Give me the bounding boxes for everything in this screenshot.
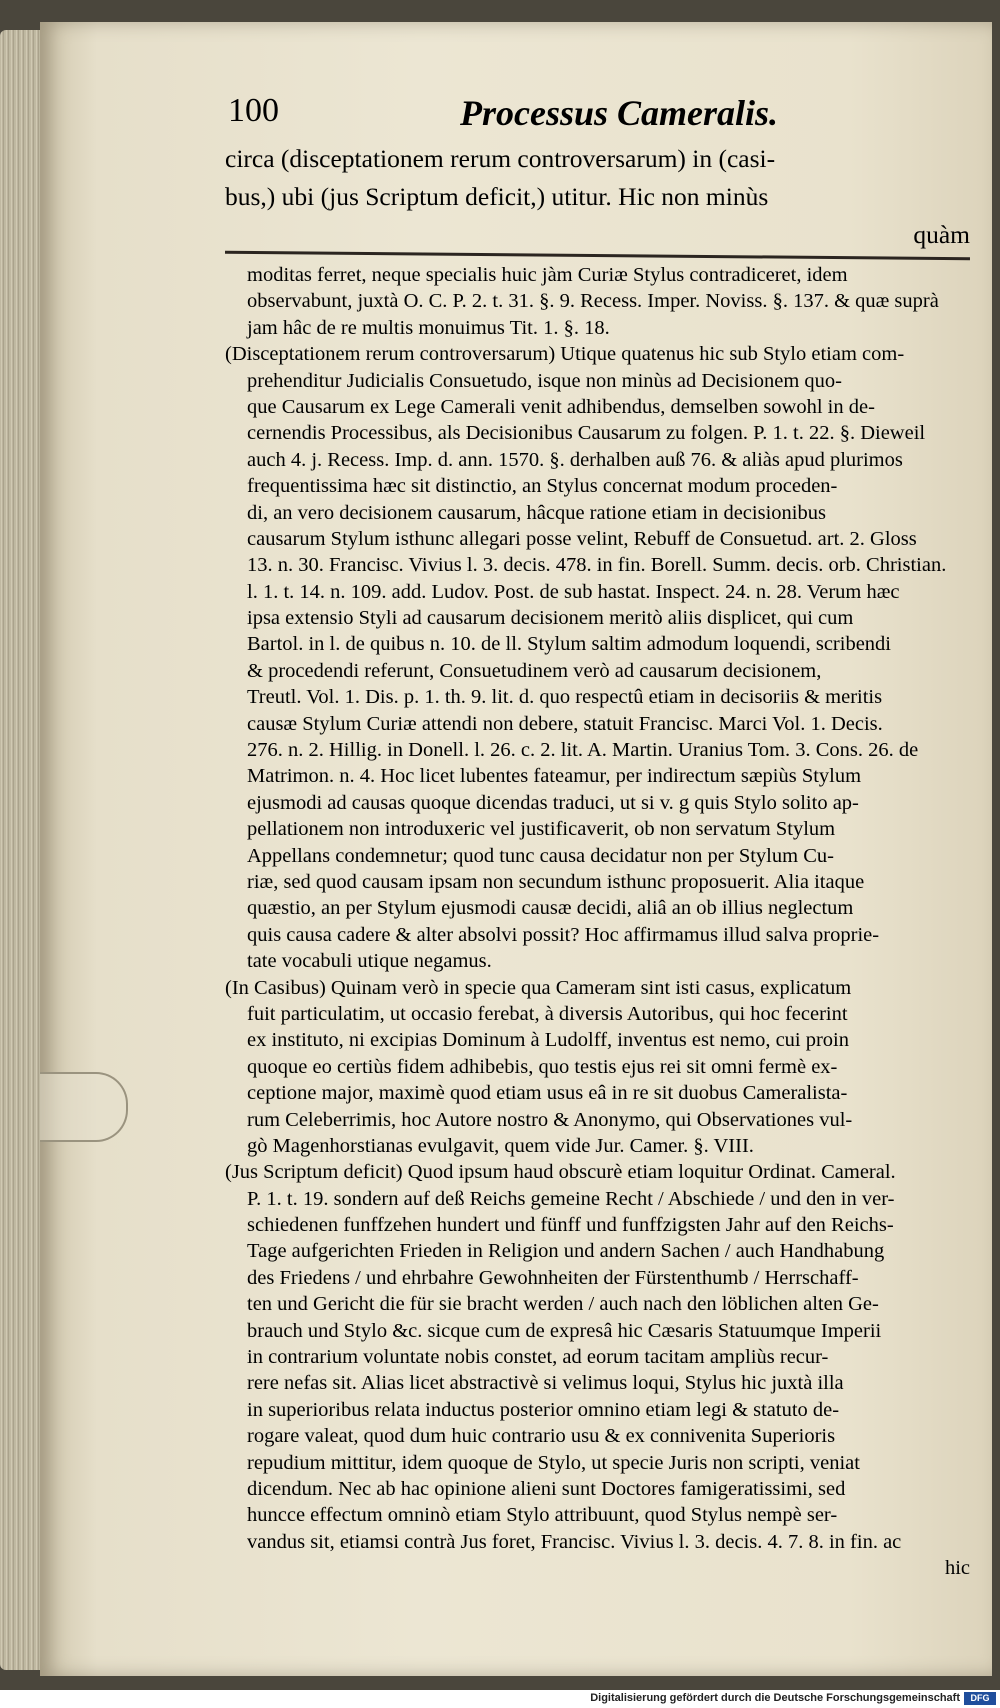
funding-notice: Digitalisierung gefördert durch die Deutsche Forschungsgemeinschaft (590, 1692, 960, 1704)
text-line: observabunt, juxtà O. C. P. 2. t. 31. §. 9. Recess. Imper. Noviss. §. 137. & quæ suprà (247, 290, 939, 313)
text-line: ceptione major, maximè quod etiam usus eâ in re sit duobus Cameralista- (247, 1082, 848, 1105)
catchword-line: hic (944, 1557, 970, 1580)
intro-text (225, 140, 970, 254)
text-line: ejusmodi ad causas quoque dicendas traduci, ut si v. g quis Stylo solito ap- (247, 791, 859, 814)
text-line: des Friedens / und ehrbahre Gewohnheiten der Fürstenthumb / Herrschaff- (247, 1266, 859, 1289)
text-line: (In Casibus) Quinam verò in specie qua Cameram sint isti casus, explicatum (225, 976, 852, 999)
page-number: 100 (228, 92, 279, 129)
text-line: ten und Gericht die für sie bracht werden / auch nach den löblichen alten Ge- (247, 1293, 879, 1316)
text-line: que Causarum ex Lege Camerali venit adhibendus, demselben sowohl in de- (247, 395, 875, 418)
text-line: gò Magenhorstianas evulgavit, quem vide Jur. Camer. §. VIII. (247, 1134, 754, 1157)
text-line: causæ Stylum Curiæ attendi non debere, statuit Francisc. Marci Vol. 1. Decis. (247, 712, 883, 735)
text-line: pellationem non introduxeric vel justificaverit, ob non servatum Stylum (247, 818, 836, 841)
text-line: Tage aufgerichten Frieden in Religion und andern Sachen / auch Handhabung (247, 1240, 885, 1263)
commentary-text (225, 262, 970, 1582)
text-line: auch 4. j. Recess. Imp. d. ann. 1570. §. derhalben auß 76. & aliàs apud plurimos (247, 448, 903, 471)
text-line: vandus sit, etiamsi contrà Jus foret, Francisc. Vivius l. 3. decis. 4. 7. 8. in fin. ac (247, 1530, 902, 1553)
text-line: frequentissima hæc sit distinctio, an Stylus concernat modum proceden- (247, 475, 838, 498)
footer-bar (0, 1690, 1000, 1708)
text-line: cernendis Processibus, als Decisionibus Causarum zu folgen. P. 1. t. 22. §. Dieweil (247, 422, 926, 445)
text-line: in superioribus relata inductus posterior omnino etiam legi & statuto de- (247, 1398, 840, 1421)
text-line: Bartol. in l. de quibus n. 10. de ll. Stylum saltim admodum loquendi, scribendi (247, 633, 891, 656)
text-line: bus,) ubi (jus Scriptum deficit,) utitur. Hic non minùs (225, 182, 769, 211)
text-line: causarum Stylum isthunc allegari posse velint, Rebuff de Consuetud. art. 2. Gloss (247, 527, 917, 550)
page-tab-marker (40, 1072, 128, 1142)
text-line: 13. n. 30. Francisc. Vivius l. 3. decis. 478. in fin. Borell. Summ. decis. orb. Christian. (247, 554, 947, 577)
text-line: fuit particulatim, ut occasio ferebat, à diversis Autoribus, qui hoc fecerint (247, 1002, 848, 1025)
text-line: repudium mittitur, idem quoque de Stylo, ut specie Juris non scripti, veniat (247, 1451, 860, 1474)
text-line: (Jus Scriptum deficit) Quod ipsum haud obscurè etiam loquitur Ordinat. Cameral. (225, 1161, 896, 1184)
text-line: tate vocabuli utique negamus. (247, 950, 492, 973)
book-page-edges (0, 30, 40, 1670)
text-line: l. 1. t. 14. n. 109. add. Ludov. Post. de sub hastat. Inspect. 24. n. 28. Verum hæc (247, 580, 900, 603)
text-line: Matrimon. n. 4. Hoc licet lubentes fateamur, per indirectum sæpiùs Stylum (247, 765, 862, 788)
text-line: P. 1. t. 19. sondern auf deß Reichs gemeine Recht / Abschiede / und den in ver- (247, 1187, 895, 1210)
text-line: (Disceptationem rerum controversarum) Utique quatenus hic sub Stylo etiam com- (225, 343, 905, 366)
text-line: brauch und Stylo &c. sicque cum de expresâ hic Cæsaris Statuumque Imperii (247, 1319, 882, 1342)
running-head: Processus Cameralis. (460, 93, 779, 133)
text-line: prehenditur Judicialis Consuetudo, isque non minùs ad Decisionem quo- (247, 369, 842, 392)
text-line: in contrarium voluntate nobis constet, ad eorum tacitam ampliùs recur- (247, 1346, 829, 1369)
text-line: rere nefas sit. Alias licet abstractivè si velimus loqui, Stylus hic juxtà illa (247, 1372, 844, 1395)
text-line: moditas ferret, neque specialis huic jàm Curiæ Stylus contradiceret, idem (247, 264, 848, 286)
text-line: rogare valeat, quod dum huic contrario usu & ex connivenita Superioris (247, 1425, 836, 1448)
text-line: riæ, sed quod causam ipsam non secundum isthunc proposuerit. Alia itaque (247, 870, 865, 893)
text-line: circa (disceptationem rerum controversarum) in (casi- (225, 144, 776, 173)
text-line: Appellans condemnetur; quod tunc causa decidatur non per Stylum Cu- (247, 844, 834, 867)
catchword-line: quàm (913, 220, 970, 249)
text-line: quoque eo certiùs fidem adhibebis, quo testis ejus rei sit omni fermè ex- (247, 1055, 838, 1078)
text-line: & procedendi referunt, Consuetudinem verò ad causarum decisionem, (247, 659, 822, 682)
text-line: quis causa cadere & alter absolvi possit? Hoc affirmamus illud salva proprie- (247, 923, 880, 946)
text-line: 276. n. 2. Hillig. in Donell. l. 26. c. 2. lit. A. Martin. Uranius Tom. 3. Cons. 26. de (247, 739, 919, 762)
text-line: dicendum. Nec ab hac opinione alieni sunt Doctores famigeratissimi, sed (247, 1477, 846, 1500)
text-line: ipsa extensio Styli ad causarum decisionem meritò aliis displicet, qui cum (247, 607, 854, 630)
text-line: schiedenen funffzehen hundert und fünff und funffzigsten Jahr auf den Reichs- (247, 1214, 894, 1237)
page-header (228, 92, 968, 142)
text-line: jam hâc de re multis monuimus Tit. 1. §. 18. (247, 316, 610, 339)
text-line: huncce effectum omninò etiam Stylo attribuunt, quod Stylus nempè ser- (247, 1504, 838, 1527)
dfg-logo-icon: DFG (964, 1692, 996, 1705)
text-line: rum Celeberrimis, hoc Autore nostro & Anonymo, qui Observationes vul- (247, 1108, 853, 1131)
text-line: di, an vero decisionem causarum, hâcque ratione etiam in decisionibus (247, 501, 826, 524)
text-line: Treutl. Vol. 1. Dis. p. 1. th. 9. lit. d. quo respectû etiam in decisoriis & meritis (247, 686, 883, 709)
text-line: ex instituto, ni excipias Dominum à Ludolff, inventus est nemo, cui proin (247, 1029, 850, 1052)
text-line: quæstio, an per Stylum ejusmodi causæ decidi, aliâ an ob illius neglectum (247, 897, 854, 920)
